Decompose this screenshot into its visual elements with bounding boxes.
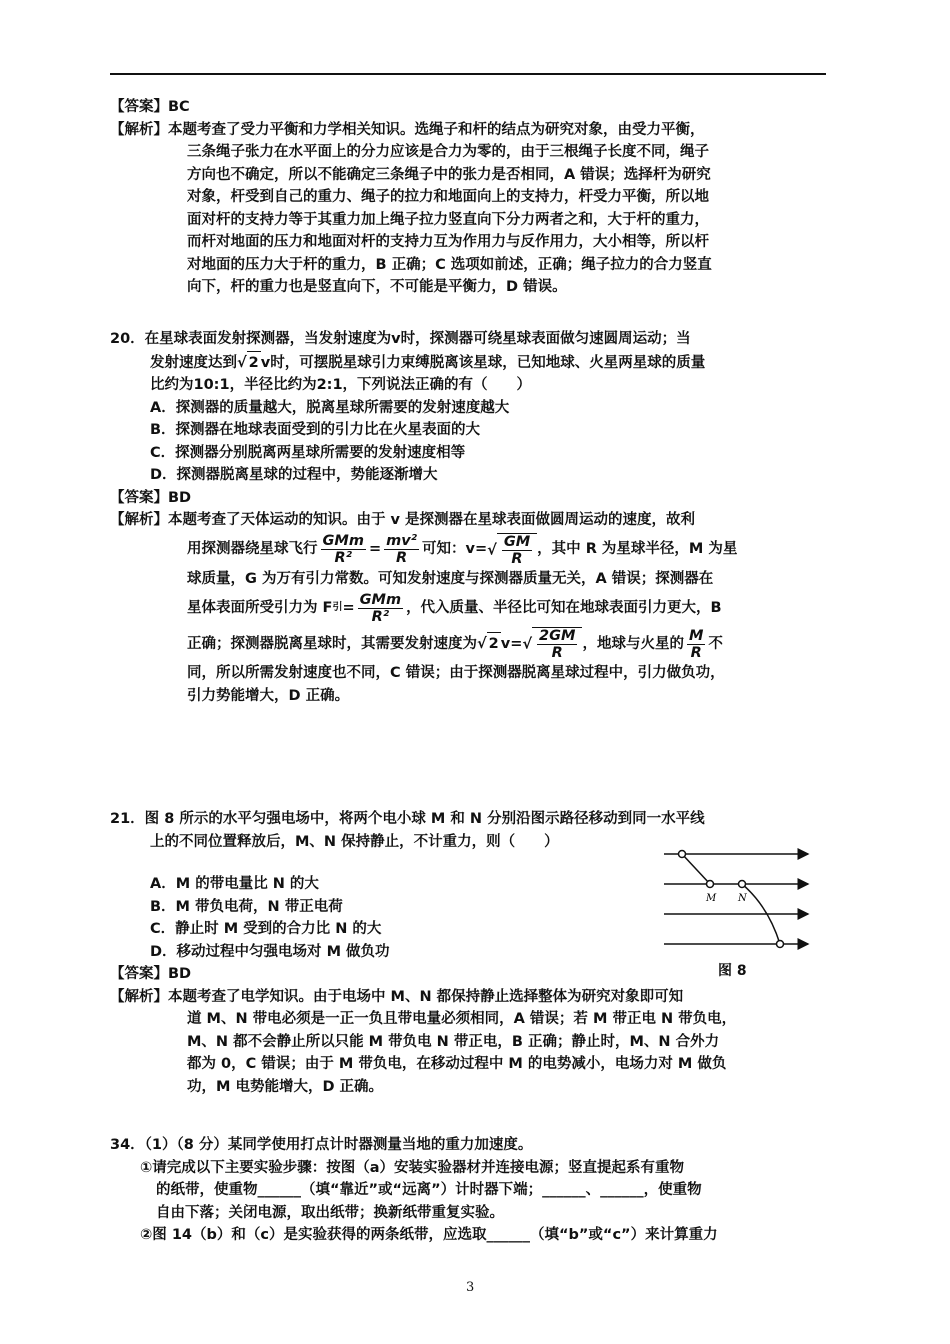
q19-analysis-line: 面对杆的支持力等于其重力加上绳子拉力竖直向下分力两者之和，大于杆的重力， — [187, 211, 709, 228]
q20-analysis-formula-line: 星体表面所受引力为 F 引 = $\frac{\text{GMm}}{\text{R²}}$ ，代入质量、半径比可知在地球表面引力更大，B — [187, 591, 722, 625]
charge-m-start — [679, 851, 686, 858]
q20-analysis-line: 【解析】本题考查了天体运动的知识。由于 v 是探测器在星球表面做圆周运动的速度，故利 — [110, 512, 696, 528]
charge-n — [739, 881, 746, 888]
q19-analysis-line: 方向也不确定，所以不能确定三条绳子中的张力是否相同，A 错误；选择杆为研究 — [187, 166, 711, 183]
q19-answer: 【答案】BC — [110, 99, 190, 115]
q34-line: ②图 14（b）和（c）是实验获得的两条纸带，应选取______（填“b”或“c”）来计算重力 — [140, 1227, 718, 1243]
figure-8-diagram — [656, 840, 826, 980]
q21-analysis-line: 道 M、N 带电必须是一正一负且带电量必须相同，A 错误；若 M 带正电 N 带负电， — [187, 1011, 737, 1027]
q20-stem-line: 发射速度达到√ 2 v时，可摆脱星球引力束缚脱离该星球，已知地球、火星两星球的质量 — [110, 351, 737, 375]
sqrt-symbol: √ 2 — [477, 632, 501, 656]
q19-block — [110, 96, 712, 299]
q34-line: 自由下落；关闭电源，取出纸带；换新纸带重复实验。 — [156, 1204, 504, 1221]
q21-stem-line: 21．图 8 所示的水平匀强电场中，将两个电小球 M 和 N 分别沿图示路径移动到同一水平线 — [110, 811, 705, 827]
q19-analysis-line: 对地面的压力大于杆的重力，B 正确；C 选项如前述，正确；绳子拉力的合力竖直 — [187, 256, 712, 273]
fraction: $\frac{\text{GMm}}{\text{R²}}$ — [359, 591, 402, 625]
q19-analysis-line: 向下，杆的重力也是竖直向下，不可能是平衡力，D 错误。 — [187, 279, 567, 295]
path-m — [682, 854, 710, 884]
q34-line: ①请完成以下主要实验步骤：按图（a）安装实验器材并连接电源；竖直提起系有重物 — [140, 1159, 685, 1176]
q21-block — [110, 808, 736, 1098]
q21-option-a: A．M 的带电量比 N 的大 — [150, 876, 319, 892]
sqrt-symbol: √ $\frac{2GM}{R}$ — [522, 627, 582, 661]
header-rule — [110, 73, 826, 75]
fraction: $\frac{\text{GMm}}{\text{R²}}$ — [322, 533, 364, 566]
q21-analysis-line: 【解析】本题考查了电学知识。由于电场中 M、N 都保持静止选择整体为研究对象即可知 — [110, 988, 684, 1005]
label-m: M — [706, 893, 717, 904]
q21-option-d: D．移动过程中匀强电场对 M 做负功 — [150, 943, 390, 960]
q21-analysis-line: 都为 0，C 错误；由于 M 带负电，在移动过程中 M 的电势减小，电场力对 M 做负 — [187, 1056, 727, 1072]
q34-line: 的纸带，使重物______（填“靠近”或“远离”）计时器下端；______、______，使重物 — [156, 1182, 702, 1198]
charge-n-start — [777, 941, 784, 948]
q21-analysis-line: 功，M 电势能增大，D 正确。 — [187, 1078, 384, 1095]
q20-answer: 【答案】BD — [110, 489, 192, 506]
q19-analysis-line: 【解析】本题考查了受力平衡和力学相关知识。选绳子和杆的结点为研究对象，由受力平衡， — [110, 121, 705, 138]
q21-answer: 【答案】BD — [110, 966, 192, 982]
q19-analysis-line: 而杆对地面的压力和地面对杆的支持力互为作用力与反作用力，大小相等，所以杆 — [187, 234, 709, 250]
q34-block — [110, 1134, 718, 1247]
q19-analysis-line: 三条绳子张力在水平面上的分力应该是合力为零的，由于三根绳子长度不同，绳子 — [187, 144, 709, 160]
q21-stem-line: 上的不同位置释放后，M、N 保持静止，不计重力，则（ ） — [150, 833, 559, 850]
q21-option-b: B．M 带负电荷，N 带正电荷 — [150, 898, 343, 915]
sqrt-symbol: √ 2 — [237, 351, 261, 375]
q20-analysis-line: 引力势能增大，D 正确。 — [187, 687, 350, 704]
sqrt-symbol: √ $\frac{GM}{R}$ — [487, 533, 537, 567]
q20-option-c: C．探测器分别脱离两星球所需要的发射速度相等 — [150, 444, 466, 461]
fraction: $\frac{\text{mv²}}{R}$ — [386, 533, 418, 566]
q20-block — [110, 328, 737, 707]
q20-stem-line: 20．在星球表面发射探测器，当发射速度为v时，探测器可绕星球表面做匀速圆周运动；当 — [110, 331, 691, 347]
q20-analysis-formula-line: 正确；探测器脱离星球时，其需要发射速度为 √ 2 v= √ $\frac{2GM}{R}$ ，地球与火星的 $\frac{M}{R}$ 不 — [187, 627, 723, 661]
q20-analysis-line: 同，所以所需发射速度也不同，C 错误；由于探测器脱离星球过程中，引力做负功， — [187, 665, 725, 681]
q20-stem-line: 比约为10:1，半径比约为2:1，下列说法正确的有（ ） — [150, 377, 532, 393]
fraction: $\frac{M}{R}$ — [688, 627, 704, 661]
charge-m — [707, 881, 714, 888]
figure-caption: 图 8 — [718, 963, 747, 979]
q20-option-a: A．探测器的质量越大，脱离星球所需要的发射速度越大 — [150, 399, 510, 416]
page-number: 3 — [466, 1280, 475, 1295]
q34-stem: 34．（1）（8 分）某同学使用打点计时器测量当地的重力加速度。 — [110, 1137, 533, 1153]
q21-analysis-line: M、N 都不会静止所以只能 M 带负电 N 带正电，B 正确；静止时，M、N 合外力 — [187, 1033, 720, 1050]
q21-option-c: C．静止时 M 受到的合力比 N 的大 — [150, 921, 382, 937]
q20-option-d: D．探测器脱离星球的过程中，势能逐渐增大 — [150, 467, 438, 483]
label-n: N — [738, 893, 747, 904]
q20-option-b: B．探测器在地球表面受到的引力比在火星表面的大 — [150, 422, 481, 438]
q20-analysis-formula-line: 用探测器绕星球飞行 $\frac{\text{GMm}}{\text{R²}}$ = $\frac{\text{mv²}}{R}$ 可知：v= √ $\frac{GM}{R}$ ，其中 R 为星球半径，M 为星 — [187, 533, 738, 567]
q20-analysis-line: 球质量，G 为万有引力常数。可知发射速度与探测器质量无关，A 错误；探测器在 — [187, 570, 714, 587]
q19-analysis-line: 对象，杆受到自己的重力、绳子的拉力和地面向上的支持力，杆受力平衡，所以地 — [187, 189, 709, 205]
